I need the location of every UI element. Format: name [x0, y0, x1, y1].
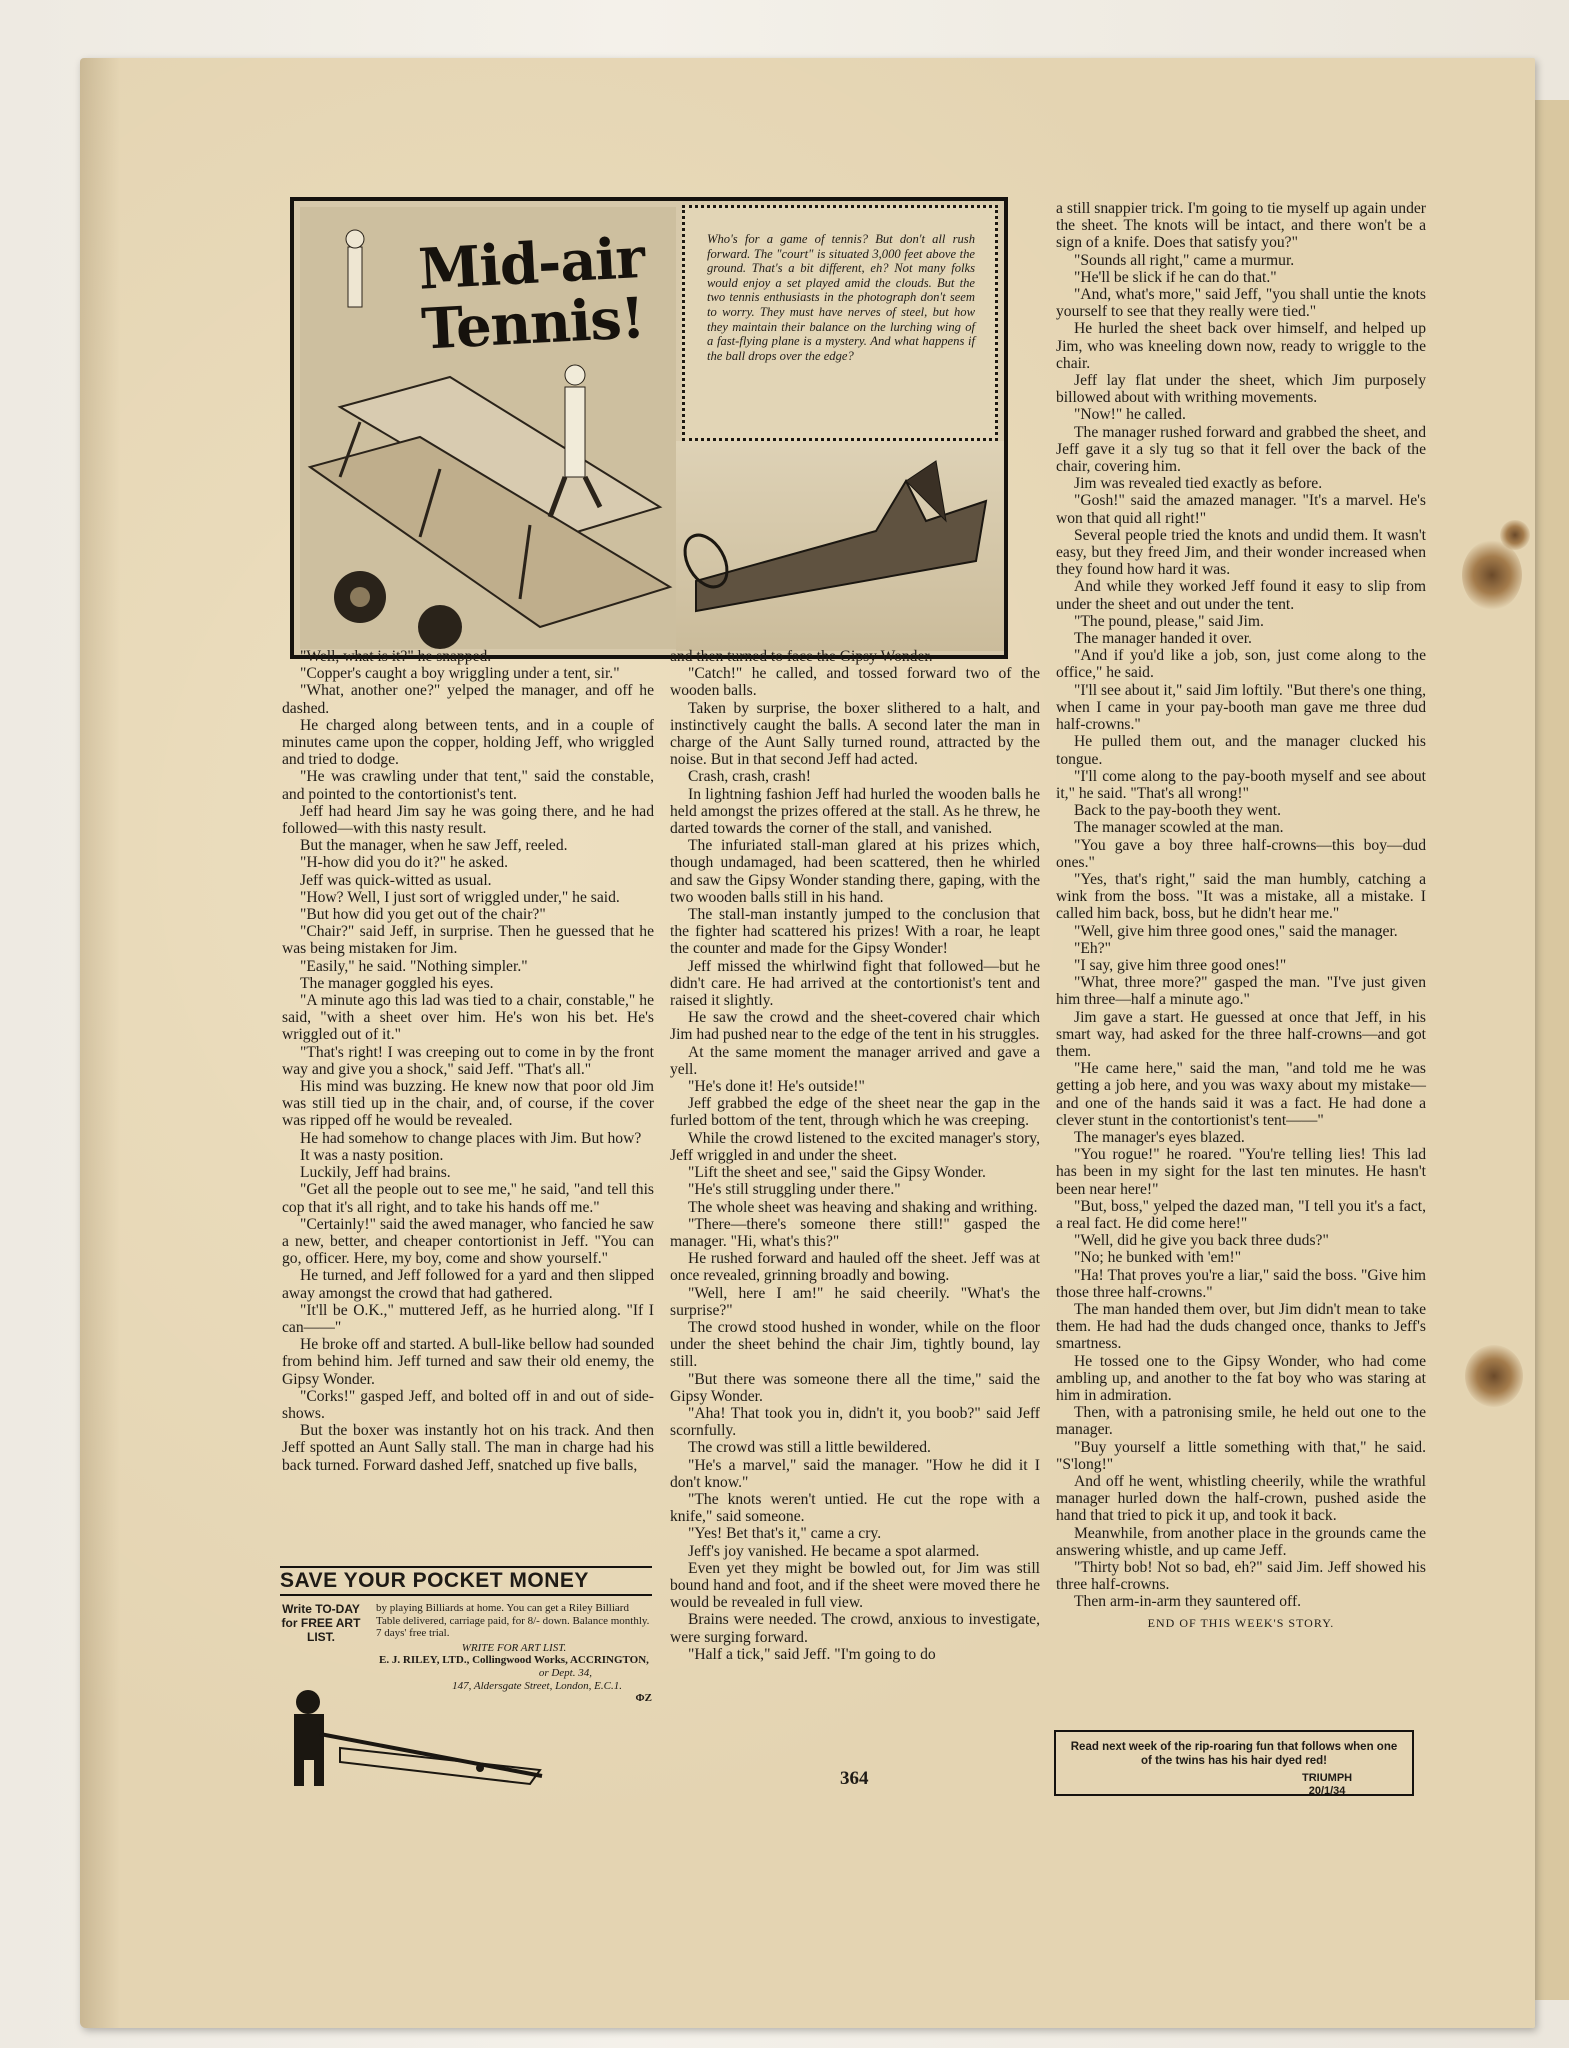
paragraph: And off he went, whistling cheerily, while the wrathful manager hurled down the half-crown, pushed aside the hand that tried to pick it up, and took it back. [1056, 1473, 1426, 1525]
paragraph: "Ha! That proves you're a liar," said the boss. "Give him those three half-crowns." [1056, 1266, 1426, 1301]
advert-text: by playing Billiards at home. You can get a Riley Billiard Table delivered, carriage paid, for 8/- down. Balance monthly. 7 days' free trial. [376, 1602, 650, 1640]
paragraph: It was a nasty position. [300, 1146, 444, 1164]
paragraph: "You gave a boy three half-crowns—this boy—dud ones." [1056, 836, 1426, 871]
paragraph: He saw the crowd and the sheet-covered chair which Jim had pushed near to the edge of the tent in his struggles. [670, 1009, 1040, 1044]
paragraph: "But there was someone there all the time," said the Gipsy Wonder. [670, 1370, 1040, 1405]
billiard-player-drawing [280, 1684, 550, 1788]
paragraph: The manager's eyes blazed. [1074, 1128, 1245, 1146]
paragraph: "Well, give him three good ones," said the manager. [1074, 922, 1398, 940]
paragraph: In lightning fashion Jeff had hurled the wooden balls he held amongst the prizes offered at the stall. As he threw, he darted towards the corner of the stall, and vanished. [670, 785, 1040, 838]
paragraph: "How? Well, I just sort of wriggled under," he said. [300, 888, 620, 906]
paragraph: a still snappier trick. I'm going to tie myself up again under the sheet. The knots will be intact, and there won't be a sign of a knife. Does that satisfy you?" [1056, 200, 1426, 252]
paragraph: The manager rushed forward and grabbed the sheet, and Jeff gave it a sly tug so that it fell over the back of the chair, covering him. [1056, 423, 1426, 476]
paragraph: "A minute ago this lad was tied to a chair, constable," he said, "with a sheet over him. He's won his bet. He's wriggled out of it." [282, 992, 654, 1044]
paragraph: and then turned to face the Gipsy Wonder. [670, 648, 933, 665]
paragraph: Then, with a patronising smile, he held out one to the manager. [1056, 1404, 1426, 1439]
paragraph: "Eh?" [1074, 939, 1111, 957]
paragraph: "Get all the people out to see me," he said, "and tell this cop that it's all right, and to take his hands off me." [282, 1181, 654, 1216]
advert-company: E. J. RILEY, LTD., Collingwood Works, ACCRINGTON, [379, 1654, 649, 1667]
story-column-3 [1056, 200, 1426, 1632]
paragraph: Even yet they might be bowled out, for Jim was still bound hand and foot, and if the sheet were moved there he would be revealed in full view. [670, 1559, 1040, 1612]
paragraph: His mind was buzzing. He knew now that poor old Jim was still tied up in the chair, and, of course, if the cover was ripped off he would be revealed. [282, 1078, 654, 1130]
paragraph: "Well, what is it?" he snapped. [300, 648, 492, 665]
paragraph: "H-how did you do it?" he asked. [300, 854, 509, 872]
paragraph: "Easily," he said. "Nothing simpler." [300, 957, 528, 975]
paragraph: He hurled the sheet back over himself, and helped up Jim, who was kneeling down now, ready to wriggle to the chair. [1056, 320, 1426, 372]
paragraph: "But how did you get out of the chair?" [300, 906, 546, 924]
paragraph: "Well, did he give you back three duds?" [1074, 1232, 1329, 1250]
paragraph: Then arm-in-arm they sauntered off. [1074, 1593, 1302, 1611]
paragraph: Crash, crash, crash! [688, 768, 811, 786]
paragraph: Jeff missed the whirlwind fight that followed—but he didn't care. He had arrived at the contortionist's tent and raised it slightly. [670, 957, 1040, 1010]
paragraph: Brains were needed. The crowd, anxious to investigate, were surging forward. [670, 1611, 1040, 1646]
riley-billiards-advert [280, 1566, 652, 1792]
paragraph: Back to the pay-booth they went. [1074, 802, 1281, 820]
paragraph: The crowd stood hushed in wonder, while on the floor under the sheet behind the chair Jim, tightly bound, lay still. [670, 1318, 1040, 1371]
plane-tail-drawing [676, 441, 1006, 651]
paragraph: Meanwhile, from another place in the grounds came the answering whistle, and up came Jeff. [1056, 1524, 1426, 1559]
story-end-notice: END OF THIS WEEK'S STORY. [1147, 1615, 1335, 1630]
burn-mark [1500, 520, 1530, 550]
paragraph: The manager scowled at the man. [1074, 819, 1284, 837]
paragraph: "He's a marvel," said the manager. "How he did it I don't know." [670, 1456, 1040, 1491]
paragraph: Taken by surprise, the boxer slithered to a halt, and instinctively caught the balls. A second later the man in charge of the Aunt Sally turned round, attracted by the noise. But in that second Jeff had acted. [670, 699, 1040, 769]
paragraph: "Catch!" he called, and tossed forward two of the wooden balls. [670, 665, 1040, 700]
paragraph: "You rogue!" he roared. "You're telling lies! This lad has been in my sight for the last ten minutes. He hasn't been near here!" [1056, 1146, 1426, 1198]
paragraph: "That's right! I was creeping out to come in by the front way and give you a shock," said Jeff. "That's all." [282, 1043, 654, 1078]
burn-mark [1465, 1345, 1523, 1407]
paragraph: "Copper's caught a boy wriggling under a tent, sir." [300, 665, 620, 683]
paragraph: "I say, give him three good ones!" [1074, 956, 1287, 974]
imprint [1302, 1772, 1352, 1798]
paragraph: Jim gave a start. He guessed at once that Jeff, in his smart way, had asked for the three half-crowns—and got them. [1056, 1008, 1426, 1060]
paragraph: "Buy yourself a little something with that," he said. "S'long!" [1056, 1438, 1426, 1473]
paragraph: "He's still struggling under there." [688, 1181, 901, 1199]
paragraph: He tossed one to the Gipsy Wonder, who had come ambling up, and another to the fat boy who was staring at him in admiration. [1056, 1352, 1426, 1405]
paragraph: "The knots weren't untied. He cut the rope with a knife," said someone. [670, 1490, 1040, 1526]
paragraph: "Aha! That took you in, didn't it, you boob?" said Jeff scornfully. [670, 1404, 1040, 1440]
paragraph: "Half a tick," said Jeff. "I'm going to do [688, 1645, 936, 1663]
paragraph: He pulled them out, and the manager clucked his tongue. [1056, 733, 1426, 768]
story-column-2 [670, 648, 1040, 1663]
paragraph: The manager goggled his eyes. [300, 974, 494, 992]
paragraph: "He'll be slick if he can do that." [1074, 268, 1277, 286]
paragraph: "Thirty bob! Not so bad, eh?" said Jim. Jeff showed his three half-crowns. [1056, 1559, 1426, 1594]
imprint-date: 20/1/34 [1308, 1785, 1346, 1797]
advert-call-to-action: Write TO-DAY for FREE ART LIST. [281, 1602, 361, 1644]
paragraph: Jeff grabbed the edge of the sheet near the gap in the furled bottom of the tent, through which he was creeping. [670, 1095, 1040, 1130]
illustration-title: Mid-air Tennis! [416, 224, 646, 363]
paragraph: But the boxer was instantly hot on his track. And then Jeff spotted an Aunt Sally stall. The man in charge had his back turned. Forward dashed Jeff, snatched up five balls, [282, 1422, 654, 1474]
paragraph: "Now!" he called. [1074, 406, 1186, 424]
advert-headline: SAVE YOUR POCKET MONEY [280, 1566, 652, 1596]
paragraph: "He came here," said the man, "and told me he was getting a job here, and you was waxy about my mistake—and one of the hands said it was a fact. He had done a clever stunt in the contortionist's tent——" [1056, 1060, 1426, 1129]
paragraph: "What, another one?" yelped the manager, and off he dashed. [282, 682, 654, 717]
next-week-notice: Read next week of the rip-roaring fun that follows when one of the twins has his hair dyed red! [1054, 1730, 1414, 1796]
paragraph: Several people tried the knots and undid them. It wasn't easy, but they freed Jim, and their wonder increased when they found how hard it was. [1056, 526, 1426, 579]
paragraph: He rushed forward and hauled off the sheet. Jeff was at once revealed, grinning broadly and bowing. [670, 1250, 1040, 1285]
paragraph: "It'll be O.K.," muttered Jeff, as he hurried along. "If I can——" [282, 1301, 654, 1336]
advert-dept: or Dept. 34, [538, 1666, 592, 1679]
paragraph: "He was crawling under that tent," said the constable, and pointed to the contortionist's tent. [282, 768, 654, 803]
paragraph: He turned, and Jeff followed for a yard and then slipped away amongst the crowd that had gathered. [282, 1267, 654, 1302]
paragraph: "No; he bunked with 'em!" [1074, 1249, 1242, 1267]
mid-air-tennis-illustration [290, 197, 1008, 659]
paragraph: But the manager, when he saw Jeff, reeled. [300, 837, 568, 855]
paragraph: Luckily, Jeff had brains. [300, 1164, 451, 1182]
paragraph: "Yes, that's right," said the man humbly, catching a wink from the boss. "It was a mistake, all a mistake. I called him back, boss, but he didn't hear me." [1056, 870, 1426, 923]
advert-address: 147, Aldersgate Street, London, E.C.1. [452, 1679, 622, 1692]
paragraph: He charged along between tents, and in a couple of minutes came upon the copper, holding Jeff, who wriggled and tried to dodge. [282, 716, 654, 769]
paragraph: He broke off and started. A bull-like bellow had sounded from behind him. Jeff turned and saw their old enemy, the Gipsy Wonder. [282, 1336, 654, 1388]
paragraph: And while they worked Jeff found it easy to slip from under the sheet and out under the tent. [1056, 578, 1426, 613]
paragraph: "Lift the sheet and see," said the Gipsy Wonder. [688, 1164, 986, 1182]
imprint-title: TRIUMPH [1302, 1772, 1353, 1784]
burn-mark [1462, 540, 1522, 610]
paragraph: Jeff had heard Jim say he was going there, and he had followed—with this nasty result. [282, 802, 654, 838]
paragraph: The manager handed it over. [1074, 630, 1252, 648]
paragraph: He had somehow to change places with Jim. But how? [300, 1129, 642, 1147]
advert-write-for: WRITE FOR ART LIST. [461, 1641, 567, 1654]
story-column-1 [282, 648, 654, 1474]
paragraph: "Well, here I am!" he said cheerily. "What's the surprise?" [670, 1284, 1040, 1319]
paragraph: "But, boss," yelped the dazed man, "I tell you it's a fact, a real fact. He did come here!" [1056, 1197, 1426, 1232]
paragraph: Jim was revealed tied exactly as before. [1074, 475, 1323, 493]
plane-tail-area [676, 441, 1006, 651]
paragraph: "The pound, please," said Jim. [1074, 612, 1264, 630]
paragraph: "Corks!" gasped Jeff, and bolted off in and out of side-shows. [282, 1387, 654, 1422]
paragraph: "Yes! Bet that's it," came a cry. [688, 1525, 882, 1543]
paragraph: "I'll see about it," said Jim loftily. "But there's one thing, when I came in your pay-booth man gave me three dud half-crowns." [1056, 681, 1426, 734]
paragraph: While the crowd listened to the excited manager's story, Jeff wriggled in and under the sheet. [670, 1129, 1040, 1164]
paragraph: "Certainly!" said the awed manager, who fancied he saw a new, better, and cheaper contortionist in Jeff. "You can go, officer. Here, my boy, come and show yourself." [282, 1215, 654, 1268]
paragraph: The stall-man instantly jumped to the conclusion that the fighter had scattered his prizes! With a roar, he leapt the counter and made for the Gipsy Wonder! [670, 906, 1040, 958]
paragraph: The man handed them over, but Jim didn't mean to take them. He had had the duds changed once, thanks to Jeff's smartness. [1056, 1301, 1426, 1353]
paragraph: The whole sheet was heaving and shaking and writhing. [688, 1198, 1038, 1216]
paragraph: Jeff was quick-witted as usual. [300, 871, 492, 889]
paragraph: "And if you'd like a job, son, just come along to the office," he said. [1056, 647, 1426, 682]
paragraph: The crowd was still a little bewildered. [688, 1439, 931, 1457]
paragraph: "What, three more?" gasped the man. "I've just given him three—half a minute ago." [1056, 974, 1426, 1009]
paragraph: The infuriated stall-man glared at his prizes which, though undamaged, had been scattered, then he whirled and saw the Gipsy Wonder standing there, gaping, with the two wooden balls still in his hand. [670, 837, 1040, 906]
paragraph: Jeff lay flat under the sheet, which Jim purposely billowed about with writhing movements. [1056, 372, 1426, 407]
paragraph: "Chair?" said Jeff, in surprise. Then he guessed that he was being mistaken for Jim. [282, 923, 654, 958]
paragraph: "And, what's more," said Jeff, "you shall untie the knots yourself to see that they really were tied." [1056, 286, 1426, 321]
advert-code: ΦZ [635, 1692, 652, 1705]
illustration-caption: Who's for a game of tennis? But don't all rush forward. The "court" is situated 3,000 feet above the ground. That's a bit different, eh? Not many folks would enjoy a set played amid the clouds. But the two tennis enthusiasts in the photograph don't seem to worry. They must have nerves of steel, but how they maintain their balance on the lurching wing of a fast-flying plane is a mystery. And what happens if the ball drops over the edge? [682, 205, 998, 441]
paragraph: "There—there's someone there still!" gasped the manager. "Hi, what's this?" [670, 1215, 1040, 1250]
paragraph: "Gosh!" said the amazed manager. "It's a marvel. He's won that quid all right!" [1056, 492, 1426, 527]
biplane-photo [300, 207, 676, 649]
paragraph: "He's done it! He's outside!" [688, 1078, 865, 1096]
page-number: 364 [840, 1768, 869, 1789]
paragraph: At the same moment the manager arrived and gave a yell. [670, 1043, 1040, 1078]
paragraph: Jeff's joy vanished. He became a spot alarmed. [688, 1542, 980, 1560]
paragraph: "I'll come along to the pay-booth myself and see about it," he said. "That's all wrong!" [1056, 767, 1426, 802]
paragraph: "Sounds all right," came a murmur. [1074, 251, 1295, 269]
